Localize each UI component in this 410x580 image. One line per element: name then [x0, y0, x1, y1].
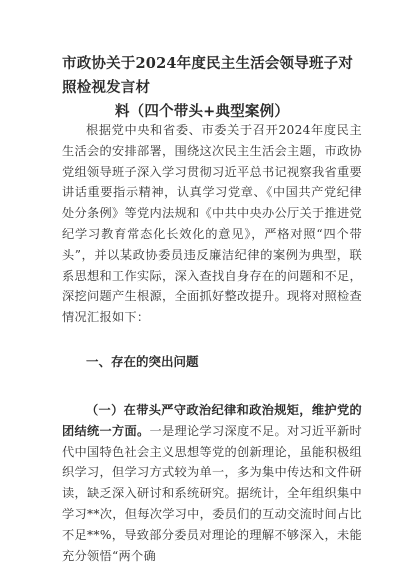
section-heading: 一、存在的突出问题: [86, 354, 199, 369]
title-line-1: 市政协关于2024年度民主生活会领导班子对照检视发言材: [62, 55, 354, 96]
title-line-2: 料（四个带头+典型案例）: [114, 103, 290, 120]
paragraph-body: 一是理论学习深度不足。对习近平新时代中国特色社会主义思想等党的创新理论，虽能积极组织学习，但学习方式较为单一，多为集中传达和文件研读，缺乏深入研讨和系统研究。据统计，全年组织集中学习**次，但每次学习中，委员们的互动交流时间占比不足**%，导致部分委员对理论的理解不够深入，未能充分领悟“两个确: [62, 423, 362, 563]
paragraph-lead: （一）在带头严守政治纪律和政治规矩，维护党的团结统一方面。: [62, 403, 362, 438]
document-title: [62, 52, 362, 124]
intro-paragraph: 根据党中央和省委、市委关于召开2024年度民主生活会的安排部署，围绕这次民主生活会主题，市政协党组领导班子深入学习贯彻习近平总书记视察我省重要讲话重要指示精神，认真学习党章、《中国共产党纪律处分条例》等党内法规和《中共中央办公厅关于推进党纪学习教育常态化长效化的意见》，严格对照“四个带头”，并以某政协委员违反廉洁纪律的案例为典型，联系思想和工作实际，深入查找自身存在的问题和不足，深挖问题产生根源，全面抓好整改提升。现将对照检查情况汇报如下：: [62, 123, 362, 325]
section-paragraph: [62, 400, 362, 566]
